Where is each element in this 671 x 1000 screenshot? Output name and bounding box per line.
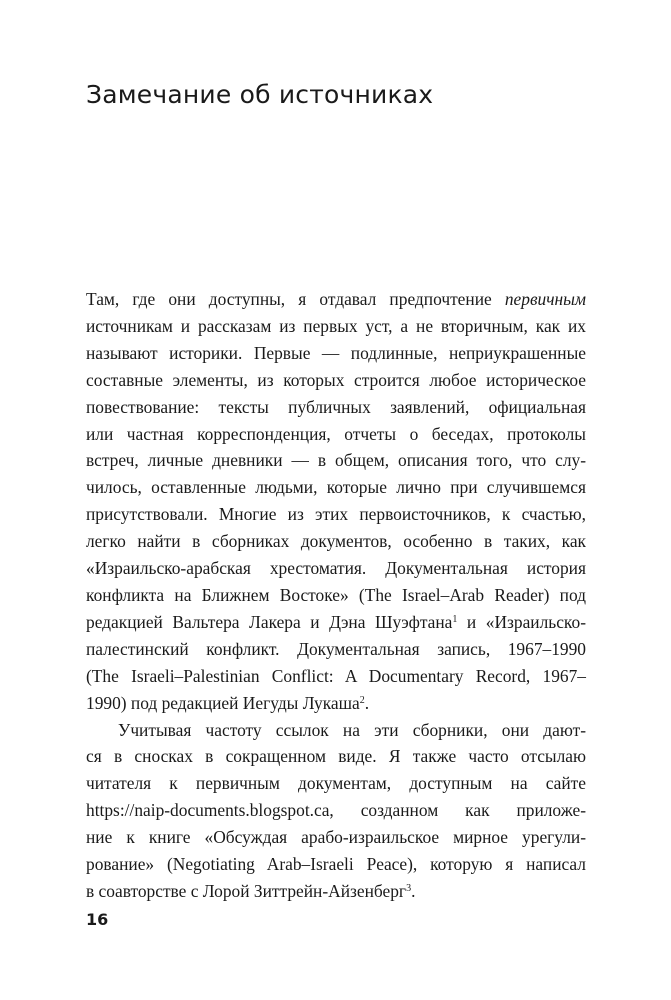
text-run: повествование: тексты публичных заявлений, официальная [86,396,586,417]
text-run: источникам и рассказам из первых уст, а не вторичным, как их [86,315,586,336]
footnote-marker: 3 [406,882,412,894]
emphasis-text: первичным [504,289,586,309]
text-line [86,690,586,717]
text-line [86,636,586,663]
text-run: (The Israeli–Palestinian Conflict: A Documentary Record, 1967– [86,665,586,686]
text-run: ние к книге «Обсуждая арабо-израильское мирное урегули- [86,827,586,848]
text-run: «Израильско-арабская хрестоматия. Документальная история [86,558,586,579]
text-line [86,447,586,474]
text-line [86,797,586,824]
text-line [86,851,586,878]
text-line [86,717,586,744]
text-line [86,582,586,609]
text-run: в соавторстве с Лорой Зиттрейн-Айзенберг [86,880,407,901]
text-run: читателя к первичным документам, доступным на сайте [86,773,586,794]
text-line [86,286,586,313]
text-run: Учитывая частоту ссылок на эти сборники, они дают- [118,719,586,740]
text-line [86,313,586,340]
text-run: рование» (Negotiating Arab–Israeli Peace), которую я написал [86,854,586,875]
footnote-marker: 1 [452,613,458,625]
footnote-marker: 2 [359,694,365,706]
text-line [86,824,586,851]
text-line [86,421,586,448]
text-line [86,609,586,636]
text-line [86,501,586,528]
text-line [86,878,586,905]
text-run: . [364,692,370,713]
text-run: редакцией Вальтера Лакера и Дэна Шуэфтана [86,611,453,632]
text-line [86,340,586,367]
text-run: . [411,880,416,901]
text-line [86,555,586,582]
text-run: ся в сносках в сокращенном виде. Я также часто отсылаю [86,746,586,767]
text-line [86,474,586,501]
text-line [86,743,586,770]
text-line [86,663,586,690]
text-run: конфликта на Ближнем Востоке» (The Israel–Arab Reader) под [86,584,586,605]
text-line [86,367,586,394]
text-run: Там, где они доступны, я отдавал предпочтение [86,289,505,309]
text-run: https://naip-documents.blogspot.ca, созданном как приложе- [86,800,586,821]
text-run: составные элементы, из которых строится любое историческое [86,369,586,390]
text-line [86,770,586,797]
text-run: встреч, личные дневники — в общем, описания того, что слу- [86,450,586,471]
text-run: называют историки. Первые — подлинные, неприукрашенные [86,342,586,363]
text-run: палестинский конфликт. Документальная запись, 1967–1990 [86,638,586,659]
text-run: легко найти в сборниках документов, особенно в таких, как [86,531,586,552]
text-run: 1990) под редакцией Иегуды Лукаша [86,692,360,713]
body-text [86,286,586,905]
text-run: чилось, оставленные людьми, которые лично при случившемся [86,477,586,498]
text-run: и «Израильско- [457,611,586,632]
text-run: присутствовали. Многие из этих первоисточников, к счастью, [86,504,586,525]
text-line [86,528,586,555]
page-number: 16 [86,910,109,929]
text-run: или частная корреспонденция, отчеты о беседах, протоколы [86,423,586,444]
page-title: Замечание об источниках [86,80,434,109]
text-line [86,394,586,421]
